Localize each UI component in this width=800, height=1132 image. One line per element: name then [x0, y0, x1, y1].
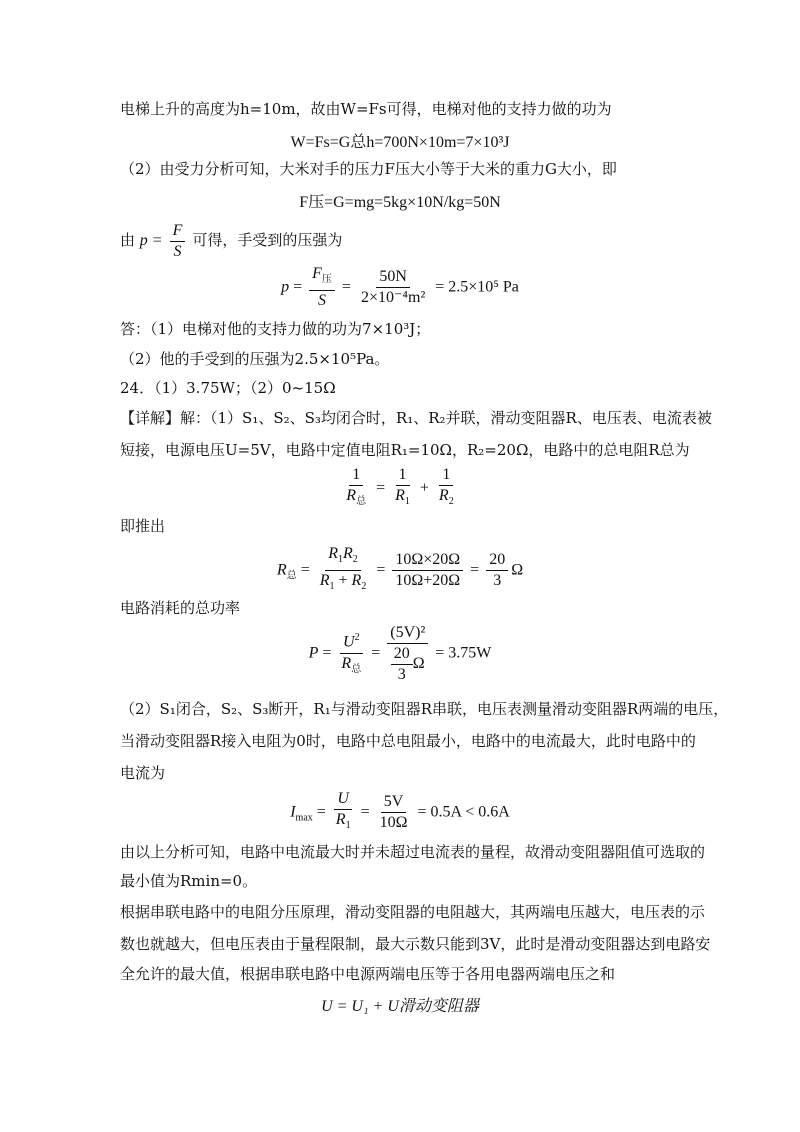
rtotal-mid-num: 10Ω×20Ω — [392, 551, 463, 571]
equation-reciprocal: $\frac{1}{R_总}$ = $\frac{1}{R_1}$ + $\frac{1}{R_2}$ — [346, 466, 454, 508]
imax-result: = 0.5A < 0.6A — [417, 803, 510, 821]
detail-line-6: 由以上分析可知，电路中电流最大时并未超过电流表的量程，故滑动变阻器阻值可选取的 — [120, 843, 706, 861]
rtotal-res-den: 3 — [493, 572, 502, 590]
line-5-pre: 由 — [120, 231, 136, 250]
equation-power: P = $\frac{U^2}{R_总}$ = (5V)² $\frac{20}{3}$ Ω = 3.75W — [308, 624, 492, 683]
detail-line-5: 电流为 — [120, 764, 166, 782]
equation-voltage-sum: U = U₁ + U滑动变阻器 — [321, 998, 479, 1015]
recip-rhs1-num: 1 — [396, 466, 410, 486]
line-5-post: 可得，手受到的压强为 — [192, 231, 343, 250]
answer-1: 答：（1）电梯对他的支持力做的功为7×10³J； — [120, 320, 431, 338]
pressure-calc-num: 50N — [376, 268, 410, 288]
line-5 — [120, 222, 342, 261]
rtotal-unit: Ω — [511, 561, 524, 579]
detail-line-8: 根据串联电路中的电阻分压原理，滑动变阻器的电阻越大，其两端电压越大，电压表的示 — [120, 903, 706, 921]
equation-pressure: p = $\frac{F_压}{S}$ = $\frac{50N}{\text{2×10⁻⁴m²}}$ = 2.5×10⁵ Pa — [281, 265, 519, 310]
rtotal-res-num: 20 — [486, 551, 508, 571]
equation-imax: $I_{max}$ = $\frac{U}{R_1}$ = $\frac{5V}{10\Omega}$ = 0.5A < 0.6A — [290, 790, 510, 832]
detail-line-3: （2）S₁闭合，S₂、S₃断开，R₁与滑动变阻器R串联，电压表测量滑动变阻器R两端的电压， — [120, 700, 729, 718]
equation-total-resistance: $R_总$ = $\frac{R_1R_2}{R_1 + R_2}$ = $\frac{10\Omega\times 20\Omega}{10\Omega+20\Omega}$ = $\frac{20}{3}$ Ω — [276, 545, 524, 593]
equation-force: F压=G=mg=5kg×10N/kg=50N — [299, 194, 501, 211]
detail-line-7: 最小值为Rmin=0。 — [120, 872, 258, 890]
rtotal-mid-den: 10Ω+20Ω — [395, 572, 461, 590]
pressure-result: = 2.5×10⁵ Pa — [435, 278, 519, 296]
recip-rhs2-num: 1 — [439, 466, 453, 486]
line-power-label: 电路消耗的总功率 — [120, 599, 241, 617]
detail-line-2: 短接，电源电压U=5V，电路中定值电阻R₁=10Ω，R₂=20Ω，电路中的总电阻R总为 — [120, 441, 690, 459]
detail-line-4: 当滑动变阻器R接入电阻为0时，电路中总电阻最小，电路中的电流最大，此时电路中的 — [120, 732, 696, 750]
question-24-answer: 24．（1）3.75W；（2）0~15Ω — [120, 379, 336, 397]
equation-work: W=Fs=G总h=700N×10m=7×10³J — [290, 134, 510, 151]
recip-lhs-num: 1 — [349, 466, 363, 486]
pressure-calc-den: 2×10⁻⁴m² — [360, 289, 426, 307]
imax-mid-den: 10Ω — [379, 814, 408, 832]
pressure-def-num: F — [170, 222, 186, 242]
power-result: = 3.75W — [435, 644, 492, 662]
line-1: 电梯上升的高度为h=10m，故由W=Fs可得，电梯对他的支持力做的功为 — [120, 100, 612, 118]
power-den-den: 3 — [397, 666, 406, 683]
power-num: (5V)² — [387, 624, 428, 644]
imax-mid-num: 5V — [381, 793, 407, 813]
detail-line-9: 数也就越大，但电压表由于量程限制，最大示数只能到3V，此时是滑动变阻器达到电路安 — [120, 935, 711, 953]
line-derive: 即推出 — [120, 517, 166, 535]
line-3: （2）由受力分析可知，大米对手的压力F压大小等于大米的重力G大小，即 — [120, 160, 617, 178]
detail-line-10: 全允许的最大值，根据串联电路中电源两端电压等于各用电器两端电压之和 — [120, 965, 616, 983]
pressure-definition: p = $\frac{F}{S}$ — [140, 232, 193, 249]
detail-line-1: 【详解】解：（1）S₁、S₂、S₃均闭合时，R₁、R₂并联，滑动变阻器R、电压表、电流表被 — [120, 409, 712, 427]
power-den-num: 20 — [391, 645, 413, 665]
pressure-def-den: S — [173, 243, 182, 260]
power-den-unit: Ω — [412, 655, 425, 673]
answer-2: （2）他的手受到的压强为2.5×10⁵Pa。 — [120, 350, 390, 368]
